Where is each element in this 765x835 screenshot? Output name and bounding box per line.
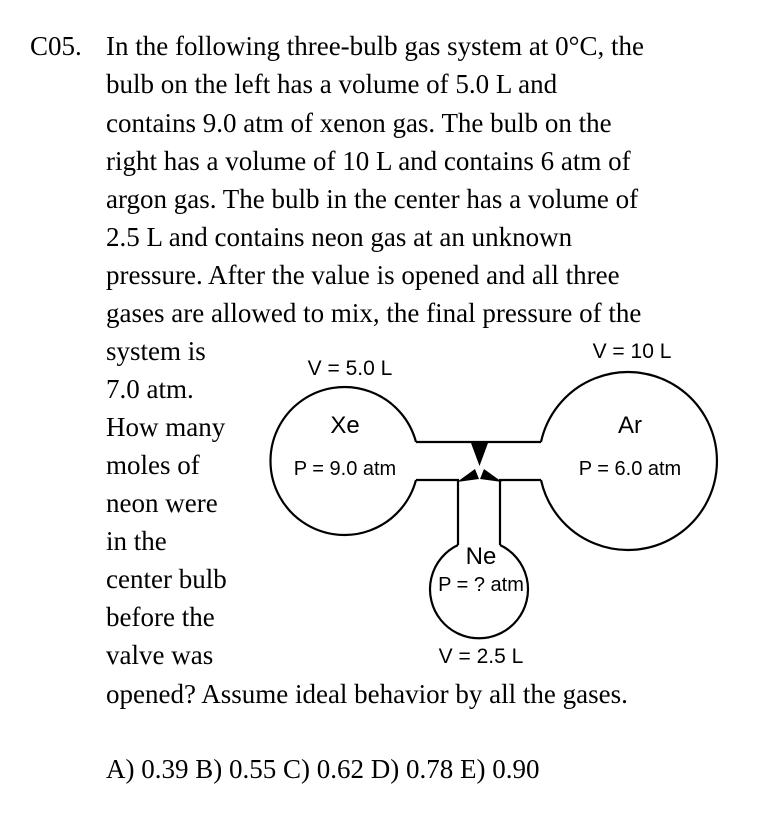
question-line-5: argon gas. The bulb in the center has a volume of [106, 184, 639, 214]
question-line-17: valve was [106, 640, 214, 670]
question-line-11: How many [106, 412, 226, 442]
question-line-10: 7.0 atm. [106, 374, 194, 404]
right-bulb-gas: Ar [618, 412, 642, 439]
lower-right-tube [500, 480, 541, 545]
left-bulb-volume: V = 5.0 L [307, 357, 393, 380]
valve-top-triangle [471, 443, 488, 466]
left-bulb-pressure: P = 9.0 atm [293, 458, 397, 480]
question-line-4: right has a volume of 10 L and contains 6 atm of [106, 146, 631, 176]
question-line-14: in the [106, 526, 167, 556]
question-line-13: neon were [106, 488, 218, 518]
question-line-7: pressure. After the value is opened and all three [106, 260, 620, 290]
question-line-2: bulb on the left has a volume of 5.0 L and [106, 69, 558, 99]
left-bulb-gas: Xe [330, 412, 360, 439]
right-bulb-pressure: P = 6.0 atm [578, 458, 682, 480]
valve-right-triangle [480, 469, 502, 482]
lower-left-tube [416, 480, 458, 545]
question-line-12: moles of [106, 450, 200, 480]
center-bulb-volume: V = 2.5 L [438, 645, 524, 668]
center-bulb-gas: Ne [465, 543, 497, 570]
question-number: C05. [30, 31, 82, 61]
center-bulb-pressure: P = ? atm [438, 574, 524, 596]
question-line-6: 2.5 L and contains neon gas at an unknown [106, 222, 573, 252]
valve-left-triangle [457, 469, 479, 482]
question-line-9: system is [106, 336, 206, 366]
answer-choices: A) 0.39 B) 0.55 C) 0.62 D) 0.78 E) 0.90 [106, 754, 540, 784]
question-line-8: gases are allowed to mix, the final pressure of the [106, 298, 642, 328]
question-line-3: contains 9.0 atm of xenon gas. The bulb on the [106, 108, 612, 138]
question-line-18: opened? Assume ideal behavior by all the gases. [106, 679, 628, 709]
question-line-1: In the following three-bulb gas system at 0°C, the [106, 31, 644, 61]
question-line-15: center bulb [106, 564, 227, 594]
right-bulb-volume: V = 10 L [592, 340, 672, 363]
question-line-16: before the [106, 602, 215, 632]
valve [457, 443, 502, 482]
